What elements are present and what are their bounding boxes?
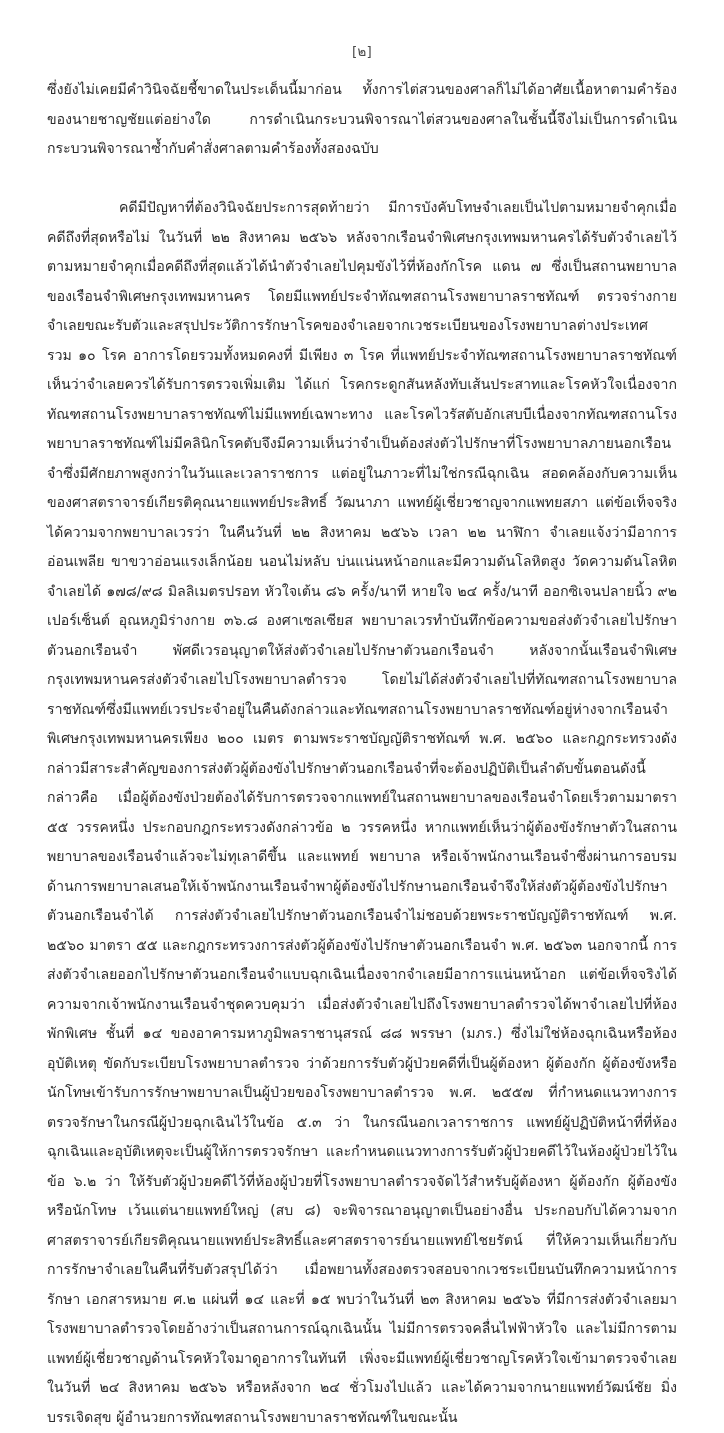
document-body <box>47 76 677 1433</box>
paragraph-continuation: ซึ่งยังไม่เคยมีคำวินิจฉัยชี้ขาดในประเด็นนี้มาก่อน ทั้งการไต่สวนของศาลก็ไม่ได้อาศัยเนื้อหาตามคำร้องของนายชาญชัยแต่อย่างใด การดำเนินกระบวนพิจารณาไต่สวนของศาลในชั้นนี้จึงไม่เป็นการดำเนินกระบวนพิจารณาซ้ำกับคำสั่งศาลตามคำร้องทั้งสองฉบับ <box>47 82 677 157</box>
paragraph-main: คดีมีปัญหาที่ต้องวินิจฉัยประการสุดท้ายว่า มีการบังคับโทษจำเลยเป็นไปตามหมายจำคุกเมื่อคดีถึงที่สุดหรือไม่ ในวันที่ ๒๒ สิงหาคม ๒๕๖๖ หลังจากเรือนจำพิเศษกรุงเทพมหานครได้รับตัวจำเลยไว้ตามหมายจำคุกเมื่อคดีถึงที่สุดแล้วได้นำตัวจำเลยไปคุมขังไว้ที่ห้องกักโรค แดน ๗ ซึ่งเป็นสถานพยาบาลของเรือนจำพิเศษกรุงเทพมหานคร โดยมีแพทย์ประจำทัณฑสถานโรงพยาบาลราชทัณฑ์ ตรวจร่างกายจำเลยขณะรับตัวและสรุปประวัติการรักษาโรคของจำเลยจากเวชระเบียนของโรงพยาบาลต่างประเทศ รวม ๑๐ โรค อาการโดยรวมทั้งหมดคงที่ มีเพียง ๓ โรค ที่แพทย์ประจำทัณฑสถานโรงพยาบาลราชทัณฑ์เห็นว่าจำเลยควรได้รับการตรวจเพิ่มเติม ได้แก่ โรคกระดูกสันหลังทับเส้นประสาทและโรคหัวใจเนื่องจากทัณฑสถานโรงพยาบาลราชทัณฑ์ไม่มีแพทย์เฉพาะทาง และโรคไวรัสตับอักเสบบีเนื่องจากทัณฑสถานโรงพยาบาลราชทัณฑ์ไม่มีคลินิกโรคตับจึงมีความเห็นว่าจำเป็นต้องส่งตัวไปรักษาที่โรงพยาบาลภายนอกเรือนจำซึ่งมีศักยภาพสูงกว่าในวันและเวลาราชการ แต่อยู่ในภาวะที่ไม่ใช่กรณีฉุกเฉิน สอดคล้องกับความเห็นของศาสตราจารย์เกียรติคุณนายแพทย์ประสิทธิ์ วัฒนาภา แพทย์ผู้เชี่ยวชาญจากแพทยสภา แต่ข้อเท็จจริงได้ความจากพยาบาลเวรว่า ในคืนวันที่ ๒๒ สิงหาคม ๒๕๖๖ เวลา ๒๒ นาฬิกา จำเลยแจ้งว่ามีอาการอ่อนเพลีย ขาขวาอ่อนแรงเล็กน้อย นอนไม่หลับ บ่นแน่นหน้าอกและมีความดันโลหิตสูง วัดความดันโลหิตจำเลยได้ ๑๗๘/๙๘ มิลลิเมตรปรอท หัวใจเต้น ๘๖ ครั้ง/นาที หายใจ ๒๔ ครั้ง/นาที ออกซิเจนปลายนิ้ว ๙๒ เปอร์เซ็นต์ อุณหภูมิร่างกาย ๓๖.๘ องศาเซลเซียส พยาบาลเวรทำบันทึกข้อความขอส่งตัวจำเลยไปรักษาตัวนอกเรือนจำ พัศดีเวรอนุญาตให้ส่งตัวจำเลยไปรักษาตัวนอกเรือนจำ หลังจากนั้นเรือนจำพิเศษกรุงเทพมหานครส่งตัวจำเลยไปโรงพยาบาลตำรวจ โดยไม่ได้ส่งตัวจำเลยไปที่ทัณฑสถานโรงพยาบาลราชทัณฑ์ซึ่งมีแพทย์เวรประจำอยู่ในคืนดังกล่าวและทัณฑสถานโรงพยาบาลราชทัณฑ์อยู่ห่างจากเรือนจำพิเศษกรุงเทพมหานครเพียง ๒๐๐ เมตร ตามพระราชบัญญัติราชทัณฑ์ พ.ศ. ๒๕๖๐ และกฎกระทรวงดังกล่าวมีสาระสำคัญของการส่งตัวผู้ต้องขังไปรักษาตัวนอกเรือนจำที่จะต้องปฏิบัติเป็นลำดับขั้นตอนดังนี้ กล่าวคือ เมื่อผู้ต้องขังป่วยต้องได้รับการตรวจจากแพทย์ในสถานพยาบาลของเรือนจำโดยเร็วตามมาตรา ๕๕ วรรคหนึ่ง ประกอบกฎกระทรวงดังกล่าวข้อ ๒ วรรคหนึ่ง หากแพทย์เห็นว่าผู้ต้องขังรักษาตัวในสถานพยาบาลของเรือนจำแล้วจะไม่ทุเลาดีขึ้น และแพทย์ พยาบาล หรือเจ้าพนักงานเรือนจำซึ่งผ่านการอบรมด้านการพยาบาลเสนอให้เจ้าพนักงานเรือนจำพาผู้ต้องขังไปรักษานอกเรือนจำจึงให้ส่งตัวผู้ต้องขังไปรักษาตัวนอกเรือนจำได้ การส่งตัวจำเลยไปรักษาตัวนอกเรือนจำไม่ชอบด้วยพระราชบัญญัติราชทัณฑ์ พ.ศ. ๒๕๖๐ มาตรา ๕๕ และกฎกระทรวงการส่งตัวผู้ต้องขังไปรักษาตัวนอกเรือนจำ พ.ศ. ๒๕๖๓ นอกจากนี้ การส่งตัวจำเลยออกไปรักษาตัวนอกเรือนจำแบบฉุกเฉินเนื่องจากจำเลยมีอาการแน่นหน้าอก แต่ข้อเท็จจริงได้ความจากเจ้าพนักงานเรือนจำชุดควบคุมว่า เมื่อส่งตัวจำเลยไปถึงโรงพยาบาลตำรวจได้พาจำเลยไปที่ห้องพักพิเศษ ชั้นที่ ๑๔ ของอาคารมหาภูมิพลราชานุสรณ์ ๘๘ พรรษา (มภร.) ซึ่งไม่ใช่ห้องฉุกเฉินหรือห้องอุบัติเหตุ ขัดกับระเบียบโรงพยาบาลตำรวจ ว่าด้วยการรับตัวผู้ป่วยคดีที่เป็นผู้ต้องหา ผู้ต้องกัก ผู้ต้องขังหรือนักโทษเข้ารับการรักษาพยาบาลเป็นผู้ป่วยของโรงพยาบาลตำรวจ พ.ศ. ๒๕๕๗ ที่กำหนดแนวทางการตรวจรักษาในกรณีผู้ป่วยฉุกเฉินไว้ในข้อ ๕.๓ ว่า ในกรณีนอกเวลาราชการ แพทย์ผู้ปฏิบัติหน้าที่ที่ห้องฉุกเฉินและอุบัติเหตุจะเป็นผู้ให้การตรวจรักษา และกำหนดแนวทางการรับตัวผู้ป่วยคดีไว้ในห้องผู้ป่วยไว้ในข้อ ๖.๒ ว่า ให้รับตัวผู้ป่วยคดีไว้ที่ห้องผู้ป่วยที่โรงพยาบาลตำรวจจัดไว้สำหรับผู้ต้องหา ผู้ต้องกัก ผู้ต้องขังหรือนักโทษ เว้นแต่นายแพทย์ใหญ่ (สบ ๘) จะพิจารณาอนุญาตเป็นอย่างอื่น ประกอบกับได้ความจากศาสตราจารย์เกียรติคุณนายแพทย์ประสิทธิ์และศาสตราจารย์นายแพทย์ไชยรัตน์ ที่ให้ความเห็นเกี่ยวกับการรักษาจำเลยในคืนที่รับตัวสรุปได้ว่า เมื่อพยานทั้งสองตรวจสอบจากเวชระเบียนบันทึกความหน้าการรักษา เอกสารหมาย ศ.๒ แผ่นที่ ๑๔ และที่ ๑๕ พบว่าในวันที่ ๒๓ สิงหาคม ๒๕๖๖ ที่มีการส่งตัวจำเลยมาโรงพยาบาลตำรวจโดยอ้างว่าเป็นสถานการณ์ฉุกเฉินนั้น ไม่มีการตรวจคลื่นไฟฟ้าหัวใจ และไม่มีการตามแพทย์ผู้เชี่ยวชาญด้านโรคหัวใจมาดูอาการในทันที เพิ่งจะมีแพทย์ผู้เชี่ยวชาญโรคหัวใจเข้ามาตรวจจำเลยในวันที่ ๒๔ สิงหาคม ๒๕๖๖ หรือหลังจาก ๒๔ ชั่วโมงไปแล้ว และได้ความจากนายแพทย์วัฒน์ชัย มิ่งบรรเจิดสุข ผู้อำนวยการทัณฑสถานโรงพยาบาลราชทัณฑ์ในขณะนั้น <box>47 200 677 1426</box>
page-number: [๒] <box>351 44 373 60</box>
